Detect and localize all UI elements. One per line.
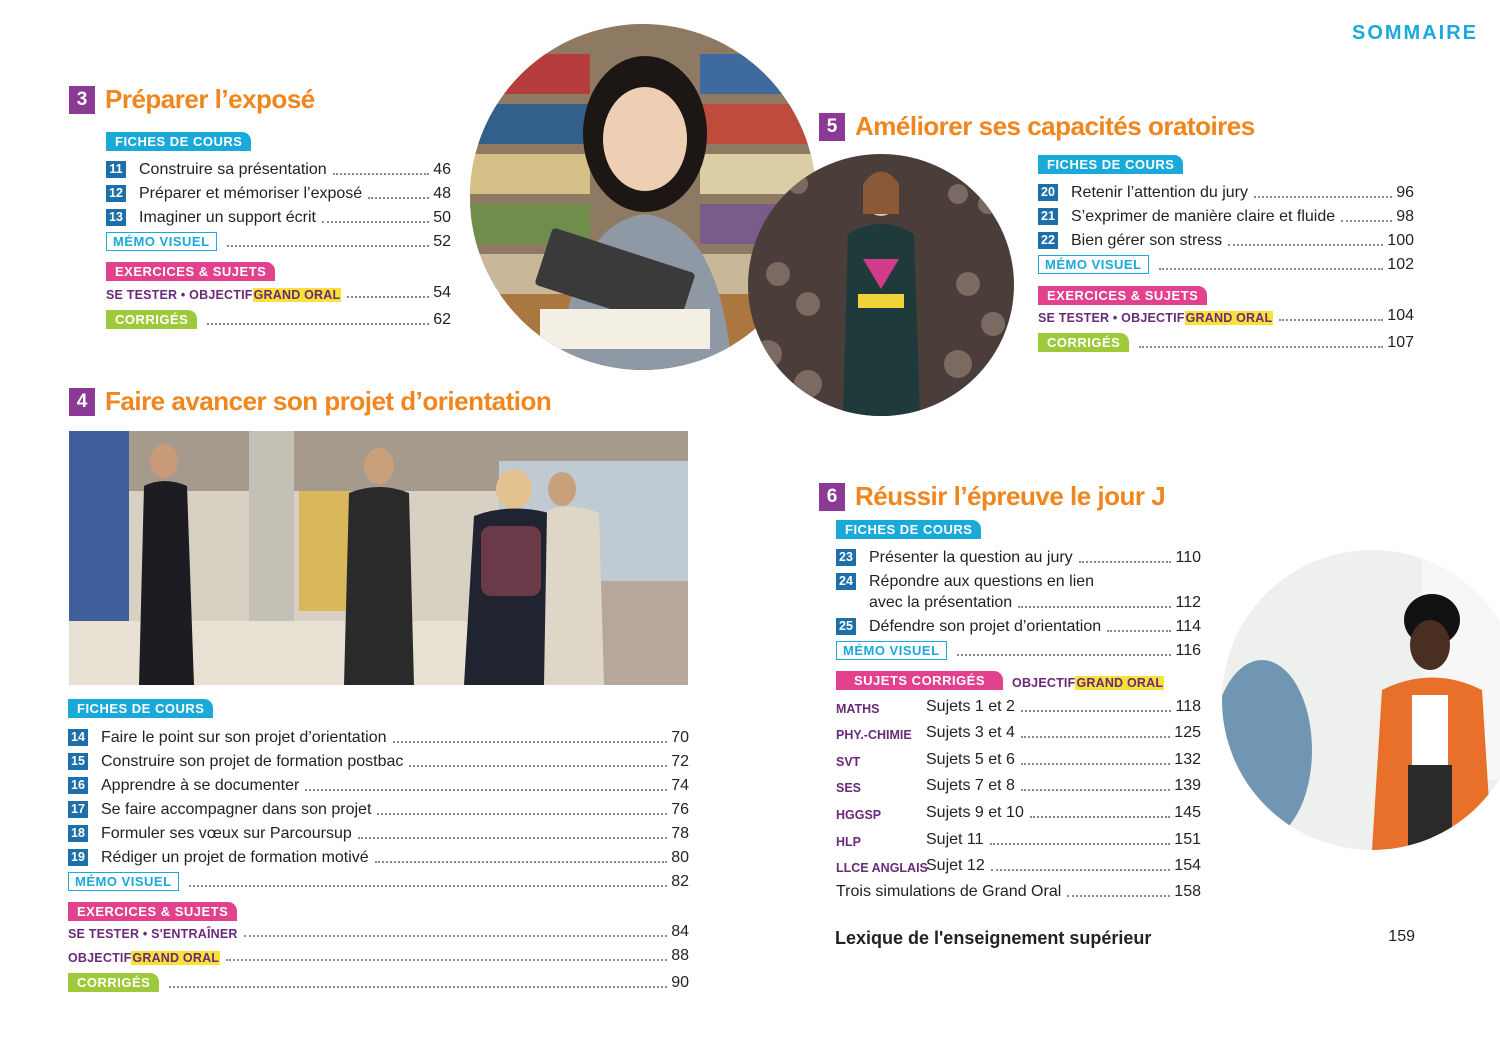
lexique-title: Lexique de l'enseignement supérieur [835,928,1152,948]
photo-students-hallway [69,431,688,685]
toc-row[interactable] [68,751,689,771]
subject-row[interactable] [836,855,1201,875]
chapter-6-heading [819,481,1165,512]
entry-page: 84 [671,923,689,940]
entry-page: 62 [433,311,451,328]
photo-speaker-crowd [748,154,1014,416]
fiches-de-cours-badge: FICHES DE COURS [836,520,981,539]
entry-page: 96 [1396,184,1414,201]
grand-oral-highlight: GRAND ORAL [1185,311,1273,325]
entry-number: 18 [68,825,88,842]
subject-label: PHY.-CHIMIE [836,728,912,742]
photo-presenter-woman [1222,550,1500,850]
chapter-number: 3 [69,86,95,114]
leader-dots [957,654,1172,656]
subject-label: LLCE ANGLAIS [836,861,928,875]
corriges-badge: CORRIGÉS [1038,333,1129,352]
memo-visuel-badge: MÉMO VISUEL [68,872,179,891]
leader-dots [368,197,429,199]
toc-row-corriges[interactable] [68,972,689,992]
toc-row-memo[interactable] [836,640,1201,660]
subject-text: Sujets 5 et 6 [926,751,1015,768]
entry-page: 98 [1396,208,1414,225]
leader-dots [169,986,667,988]
exercices-sujets-badge: EXERCICES & SUJETS [68,902,237,921]
toc-row[interactable] [1038,230,1414,250]
leader-dots [1139,346,1383,348]
toc-row-se-tester[interactable] [1038,305,1414,325]
subject-text: Sujet 12 [926,857,985,874]
leader-dots [189,885,668,887]
leader-dots [393,741,668,743]
leader-dots [990,843,1171,845]
objectif-label: OBJECTIFGRAND ORAL [68,951,220,965]
toc-row[interactable] [836,547,1201,567]
entry-number: 20 [1038,184,1058,201]
leader-dots [1021,736,1170,738]
memo-visuel-badge: MÉMO VISUEL [836,641,947,660]
entry-page: 72 [671,753,689,770]
entry-title: Bien gérer son stress [1071,232,1223,249]
subject-text: Sujets 9 et 10 [926,804,1024,821]
page-header-title: SOMMAIRE [1352,22,1478,44]
toc-row[interactable] [68,727,689,747]
toc-row[interactable] [836,571,1201,591]
toc-row[interactable] [68,847,689,867]
entry-page: 76 [671,801,689,818]
entry-number: 17 [68,801,88,818]
toc-row-memo[interactable] [106,231,451,251]
sujets-corriges-header [836,670,1201,690]
entry-page: 102 [1387,256,1414,273]
toc-row-memo[interactable] [68,871,689,891]
entry-page: 132 [1174,751,1201,768]
subject-text: Sujets 1 et 2 [926,698,1015,715]
grand-oral-highlight: GRAND ORAL [1076,676,1164,690]
grand-oral-highlight: GRAND ORAL [132,951,220,965]
exercices-sujets-badge: EXERCICES & SUJETS [1038,286,1207,305]
entry-page: 145 [1174,804,1201,821]
entry-number: 16 [68,777,88,794]
entry-page: 116 [1175,642,1201,659]
chapter-4-heading [69,386,551,417]
entry-page: 46 [433,161,451,178]
chapter-3-heading [69,84,315,115]
objectif-label: OBJECTIFGRAND ORAL [1012,676,1164,690]
toc-row-se-tester[interactable] [106,282,451,302]
leader-dots [1079,561,1172,563]
chapter-title: Faire avancer son projet d’orientation [105,386,552,416]
exercices-sujets-badge: EXERCICES & SUJETS [106,262,275,281]
subject-row[interactable] [836,802,1201,822]
entry-page: 118 [1175,698,1201,715]
entry-page: 100 [1387,232,1414,249]
lexique-row[interactable] [835,928,1415,949]
entry-page: 107 [1387,334,1414,351]
entry-number: 23 [836,549,856,566]
entry-title: Construire sa présentation [139,161,327,178]
toc-row-continued[interactable] [869,592,1201,612]
entry-title: Se faire accompagner dans son projet [101,801,372,818]
entry-number: 19 [68,849,88,866]
entry-number: 25 [836,618,856,635]
toc-row-se-tester[interactable] [68,921,689,941]
subject-row[interactable] [836,829,1201,849]
leader-dots [207,323,429,325]
memo-visuel-badge: MÉMO VISUEL [1038,255,1149,274]
entry-title: Formuler ses vœux sur Parcoursup [101,825,352,842]
entry-page: 88 [671,947,689,964]
chapter-title: Préparer l’exposé [105,84,315,114]
entry-page: 125 [1174,724,1201,741]
entry-title: Défendre son projet d’orientation [869,618,1102,635]
entry-title: Construire son projet de formation postbac [101,753,404,770]
toc-row[interactable] [68,823,689,843]
chapter-number: 5 [819,113,845,141]
entry-page: 78 [671,825,689,842]
entry-page: 154 [1174,857,1201,874]
toc-row[interactable] [106,183,451,203]
grand-oral-highlight: GRAND ORAL [253,288,341,302]
leader-dots [1254,196,1392,198]
entry-page: 151 [1174,831,1201,848]
leader-dots [226,959,667,961]
entry-title: Rédiger un projet de formation motivé [101,849,369,866]
subject-text: Sujet 11 [926,831,984,848]
leader-dots [1021,710,1172,712]
entry-title: Imaginer un support écrit [139,209,316,226]
entry-page: 158 [1174,883,1201,900]
leader-dots [1021,789,1170,791]
leader-dots [1107,630,1171,632]
subject-label: MATHS [836,702,880,716]
leader-dots [333,173,430,175]
toc-row-memo[interactable] [1038,254,1414,274]
toc-row-corriges[interactable] [1038,332,1414,352]
toc-row[interactable] [1038,182,1414,202]
lexique-page: 159 [1388,928,1415,945]
entry-title: Apprendre à se documenter [101,777,300,794]
entry-title: S’exprimer de manière claire et fluide [1071,208,1336,225]
entry-title: Faire le point sur son projet d’orientation [101,729,387,746]
entry-page: 80 [671,849,689,866]
toc-row-objectif[interactable] [68,945,689,965]
leader-dots [244,935,668,937]
toc-row-corriges[interactable] [106,309,451,329]
leader-dots [375,861,668,863]
entry-page: 52 [433,233,451,250]
leader-dots [322,221,429,223]
corriges-badge: CORRIGÉS [106,310,197,329]
se-tester-objectif-label: SE TESTER • OBJECTIFGRAND ORAL [1038,311,1273,325]
toc-row[interactable] [1038,206,1414,226]
simulations-text: Trois simulations de Grand Oral [836,883,1062,900]
leader-dots [1030,816,1170,818]
leader-dots [1018,606,1171,608]
leader-dots [305,789,667,791]
leader-dots [358,837,667,839]
entry-page: 104 [1387,307,1414,324]
subject-label: SES [836,781,862,795]
subject-row[interactable] [836,696,1201,716]
leader-dots [409,765,667,767]
chapter-number: 4 [69,388,95,416]
entry-number: 11 [106,161,126,178]
sujets-corriges-badge: SUJETS CORRIGÉS [836,671,1003,690]
entry-number: 22 [1038,232,1058,249]
entry-number: 13 [106,209,126,226]
entry-page: 112 [1175,594,1201,611]
leader-dots [1279,319,1383,321]
entry-page: 110 [1175,549,1201,566]
entry-number: 24 [836,573,856,590]
leader-dots [347,296,429,298]
leader-dots [1228,244,1383,246]
entry-title: Retenir l’attention du jury [1071,184,1248,201]
chapter-title: Réussir l’épreuve le jour J [855,481,1166,511]
entry-title: Préparer et mémoriser l’exposé [139,185,363,202]
leader-dots [1067,895,1170,897]
entry-page: 139 [1174,777,1201,794]
toc-row[interactable] [836,616,1201,636]
memo-visuel-badge: MÉMO VISUEL [106,232,217,251]
chapter-5-heading [819,111,1255,142]
leader-dots [227,245,430,247]
simulations-row[interactable] [836,881,1201,901]
fiches-de-cours-badge: FICHES DE COURS [106,132,251,151]
entry-page: 54 [433,284,451,301]
corriges-badge: CORRIGÉS [68,973,159,992]
fiches-de-cours-badge: FICHES DE COURS [68,699,213,718]
toc-row[interactable] [106,159,451,179]
entry-page: 48 [433,185,451,202]
fiches-de-cours-badge: FICHES DE COURS [1038,155,1183,174]
entry-number: 14 [68,729,88,746]
entry-page: 50 [433,209,451,226]
entry-title: Répondre aux questions en lien [869,573,1095,590]
chapter-title: Améliorer ses capacités oratoires [855,111,1255,141]
subject-label: HLP [836,835,861,849]
leader-dots [1341,220,1392,222]
subject-label: HGGSP [836,808,882,822]
toc-row[interactable] [106,207,451,227]
entry-title: Présenter la question au jury [869,549,1073,566]
se-tester-entrainer-label: SE TESTER • S'ENTRAÎNER [68,927,238,941]
entry-page: 74 [671,777,689,794]
chapter-number: 6 [819,483,845,511]
entry-number: 12 [106,185,126,202]
leader-dots [1021,763,1170,765]
leader-dots [991,869,1171,871]
subject-row[interactable] [836,749,1201,769]
entry-page: 82 [671,873,689,890]
entry-title-continued: avec la présentation [869,594,1013,611]
leader-dots [1159,268,1384,270]
subject-text: Sujets 7 et 8 [926,777,1015,794]
subject-text: Sujets 3 et 4 [926,724,1015,741]
entry-number: 15 [68,753,88,770]
toc-row[interactable] [68,775,689,795]
subject-row[interactable] [836,775,1201,795]
entry-page: 70 [671,729,689,746]
entry-page: 90 [671,974,689,991]
leader-dots [377,813,667,815]
entry-number: 21 [1038,208,1058,225]
subject-label: SVT [836,755,861,769]
toc-row[interactable] [68,799,689,819]
entry-page: 114 [1175,618,1201,635]
se-tester-objectif-label: SE TESTER • OBJECTIFGRAND ORAL [106,288,341,302]
subject-row[interactable] [836,722,1201,742]
